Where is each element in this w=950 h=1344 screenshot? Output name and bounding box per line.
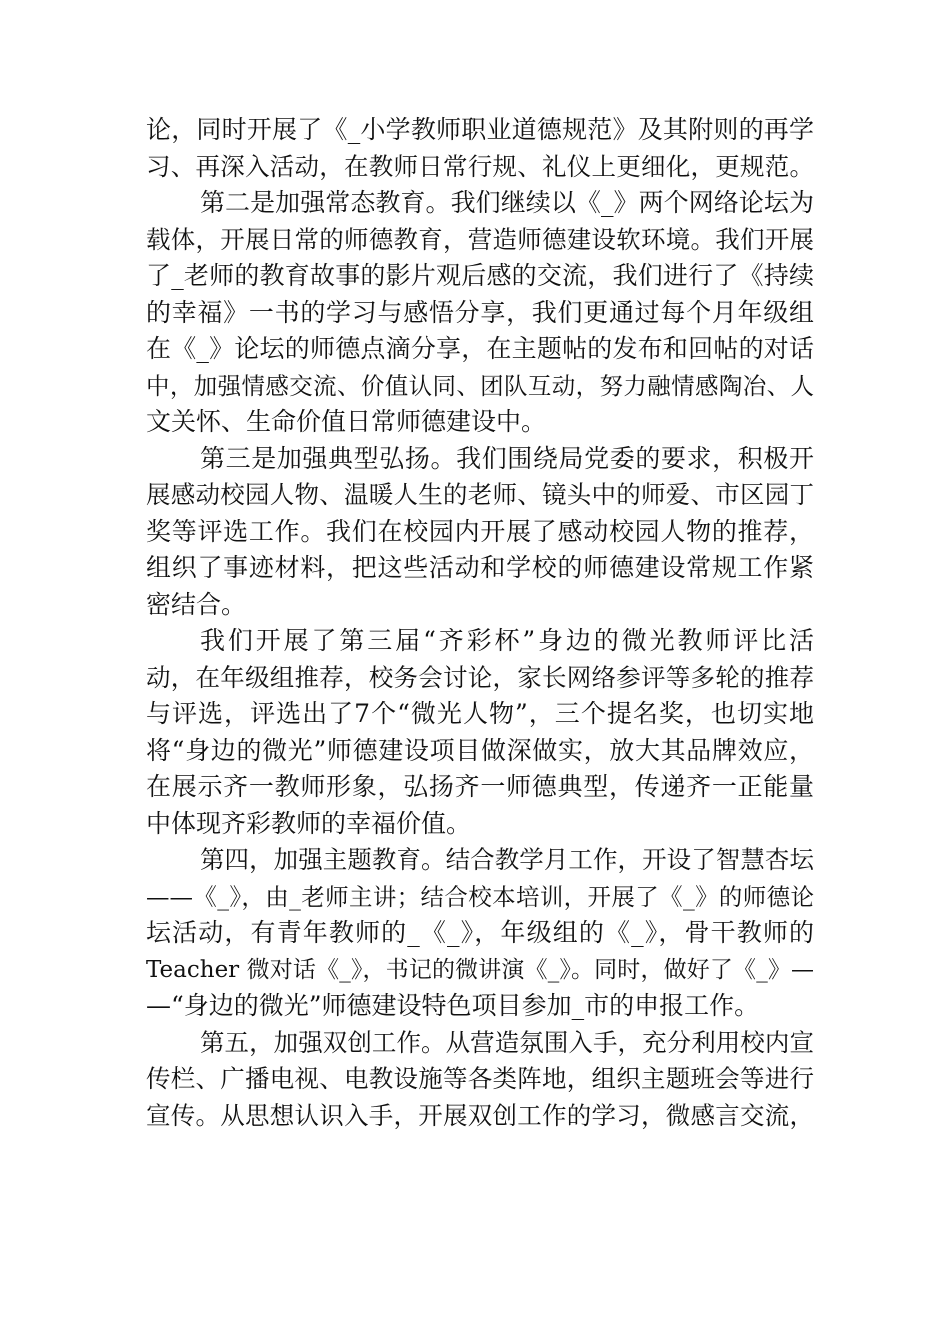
- text-line: 文关怀、生命价值日常师德建设中。: [146, 407, 547, 436]
- text-line: 密结合。: [146, 589, 247, 619]
- document-body: [146, 112, 814, 1134]
- text-line: 宣传。从思想认识入手，开展双创工作的学习，微感言交流，: [146, 1100, 814, 1130]
- text-line: 第五，加强双创工作。从营造氛围入手，充分利用校内宣: [200, 1027, 814, 1057]
- text-line: 第二是加强常态教育。我们继续以《_》两个网络论坛为: [200, 188, 814, 217]
- text-line: 第四，加强主题教育。结合教学月工作，开设了智慧杏坛: [200, 845, 814, 874]
- text-line: 了_老师的教育故事的影片观后感的交流，我们进行了《持续: [146, 261, 814, 290]
- text-line: ——《_》，由_老师主讲；结合校本培训，开展了《_》的师德论: [146, 882, 814, 911]
- text-line: 我们开展了第三届“齐彩杯”身边的微光教师评比活: [200, 626, 814, 655]
- text-line: 习、再深入活动，在教师日常行规、礼仪上更细化，更规范。: [146, 151, 814, 181]
- text-line: 奖等评选工作。我们在校园内开展了感动校园人物的推荐，: [146, 516, 814, 546]
- text-line: 传栏、广播电视、电教设施等各类阵地，组织主题班会等进行: [146, 1064, 814, 1093]
- text-line: 与评选，评选出了7个“微光人物”，三个提名奖，也切实地: [146, 699, 814, 728]
- text-line: 载体，开展日常的师德教育，营造师德建设软环境。我们开展: [146, 224, 814, 254]
- text-line: 论，同时开展了《_小学教师职业道德规范》及其附则的再学: [146, 115, 814, 144]
- text-line: 在展示齐一教师形象，弘扬齐一师德典型，传递齐一正能量: [146, 772, 814, 801]
- text-line: 的幸福》一书的学习与感悟分享，我们更通过每个月年级组: [146, 297, 814, 327]
- text-line: 组织了事迹材料，把这些活动和学校的师德建设常规工作紧: [146, 553, 814, 582]
- text-line: 动，在年级组推荐，校务会讨论，家长网络参评等多轮的推荐: [146, 662, 814, 692]
- text-line: 中，加强情感交流、价值认同、团队互动，努力融情感陶冶、人: [146, 371, 814, 400]
- text-line: Teacher 微对话《_》，书记的微讲演《_》。同时，做好了《_》—: [146, 956, 814, 983]
- text-line: —“身边的微光”师德建设特色项目参加_市的申报工作。: [146, 991, 760, 1020]
- text-line: 将“身边的微光”师德建设项目做深做实，放大其品牌效应，: [146, 735, 814, 765]
- text-line: 第三是加强典型弘扬。我们围绕局党委的要求，积极开: [200, 443, 814, 473]
- text-line: 展感动校园人物、温暖人生的老师、镜头中的师爱、市区园丁: [146, 480, 814, 509]
- text-line: 在《_》论坛的师德点滴分享，在主题帖的发布和回帖的对话: [146, 334, 814, 363]
- text-line: 中体现齐彩教师的幸福价值。: [146, 808, 472, 838]
- text-line: 坛活动，有青年教师的_《_》，年级组的《_》，骨干教师的: [146, 918, 814, 947]
